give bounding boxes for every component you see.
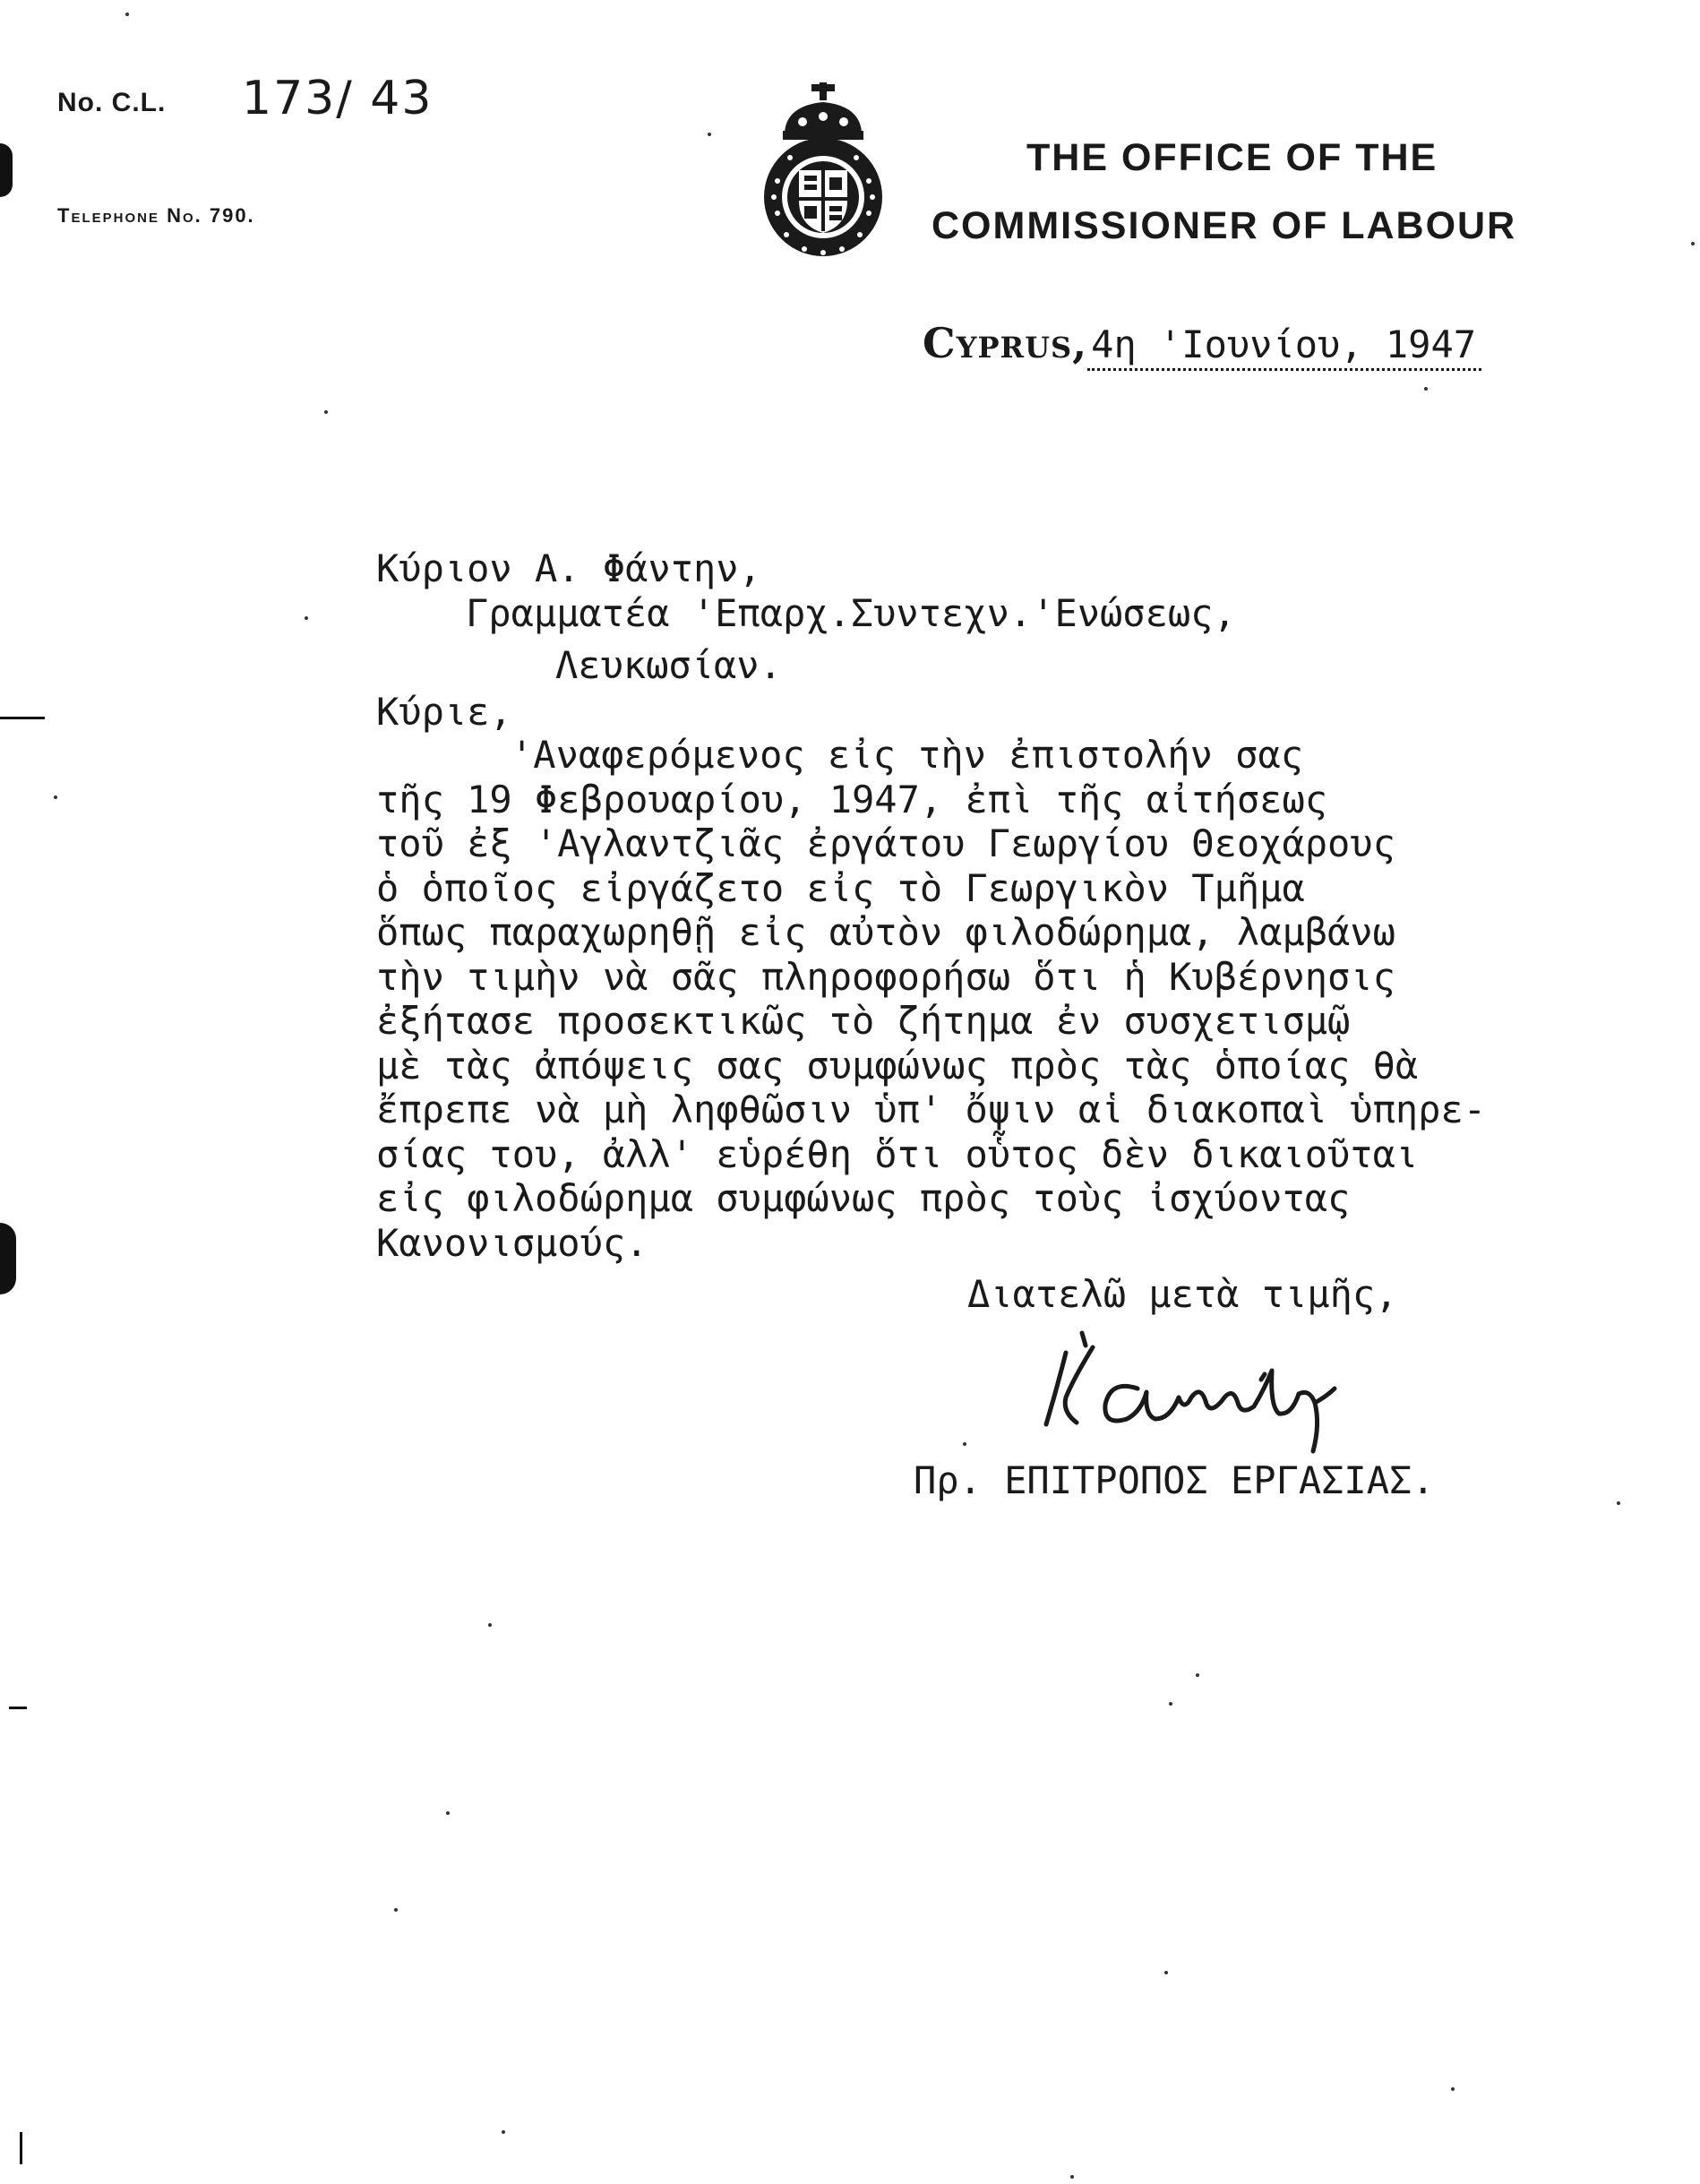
body-line: τὴν τιμὴν νὰ σᾶς πληροφορήσω ὅτι ἡ Κυβέρνησις [376,954,1395,999]
scan-dust [1691,242,1695,245]
body-line: σίας του, ἀλλ' εὑρέθη ὅτι οὗτος δὲν δικαιοῦται [376,1131,1419,1176]
signatory-title: Πρ. ΕΠΙΤΡΟΠΟΣ ΕΡΓΑΣΙΑΣ. [914,1458,1435,1502]
recipient-city: Λευκωσίαν. [555,643,782,687]
scan-edge-mark [0,1223,16,1294]
scan-dust [502,2130,505,2134]
body-line: ἐξήτασε προσεκτικῶς τὸ ζήτημα ἐν συσχετισμῷ [376,999,1351,1043]
recipient-name: Κύριον Α. Φάντην, [376,546,761,590]
scan-dust [125,13,129,16]
body-line: μὲ τὰς ἀπόψεις σας συμφώνως πρὸς τὰς ὁποίας θὰ [376,1043,1419,1088]
scan-dust [54,795,57,799]
office-heading [932,124,1594,260]
body-line: ἔπρεπε νὰ μὴ ληφθῶσιν ὑπ' ὄψιν αἱ διακοπαὶ ὑπηρε- [376,1088,1487,1131]
body-line: τῆς 19 Φεβρουαρίου, 1947, ἐπὶ τῆς αἰτήσεως [376,777,1328,821]
scan-dust [1070,2175,1074,2179]
body-line: 'Αναφερόμενος εἰς τὴν ἐπιστολήν σας [511,733,1304,777]
scan-dust [324,410,328,414]
salutation: Κύριε, [376,690,512,734]
handwritten-signature [1030,1326,1388,1460]
body-line: ὅπως παραχωρηθῇ εἰς αὐτὸν φιλοδώρημα, λαμβάνω [376,910,1395,954]
scan-dust [446,1811,450,1815]
scan-dust [394,1908,398,1912]
scan-dust [305,616,308,620]
dateline-place: Cyprus, [923,319,1088,367]
letter-body [376,733,1630,1265]
body-line: Κανονισμούς. [376,1220,648,1265]
heading-line-2: COMMISSIONER OF LABOUR [932,204,1517,247]
scan-dust [963,1442,966,1446]
body-line: τοῦ ἐξ 'Αγλαντζιᾶς ἐργάτου Γεωργίου Θεοχάρους [376,821,1395,865]
heading-line-1: THE OFFICE OF THE [1026,136,1438,179]
dateline-date: 4η 'Ιουνίου, 1947 [1087,322,1481,371]
scan-dust [1164,1971,1168,1974]
scan-dust [708,133,711,136]
scan-edge-mark [0,717,45,719]
scan-edge-mark [9,1707,27,1709]
dateline [923,319,1481,367]
telephone-number [57,204,255,228]
scan-dust [1196,1673,1199,1677]
reference-label: No. C.L. [57,88,167,117]
scan-dust [1451,2087,1455,2091]
scan-dust [1424,387,1428,391]
reference-number: 173/ 43 [242,72,434,125]
scan-edge-mark [20,2132,22,2164]
body-line: εἰς φιλοδώρημα συμφώνως πρὸς τοὺς ἰσχύοντας [376,1176,1351,1220]
body-line: ὁ ὁποῖος εἰργάζετο εἰς τὸ Γεωργικὸν Τμῆμα [376,865,1305,910]
scan-edge-mark [0,143,13,197]
recipient-title: Γραμματέα 'Επαρχ.Συντεχν.'Ενώσεως, [466,591,1236,635]
closing: Διατελῶ μετὰ τιμῆς, [967,1272,1398,1316]
telephone-text: Telephone No. 790. [57,204,255,227]
royal-coat-of-arms-icon [760,82,887,262]
scan-dust [1617,1501,1620,1505]
scan-dust [1169,1702,1172,1706]
scan-dust [488,1623,492,1627]
